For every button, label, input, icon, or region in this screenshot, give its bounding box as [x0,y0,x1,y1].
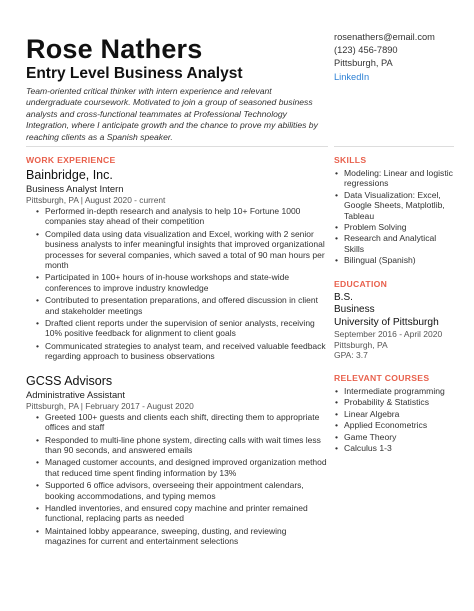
role-title: Business Analyst Intern [26,183,124,194]
list-item: • Data Visualization: Excel, Google Sheets, Matplotlib, Tableau [344,190,454,221]
list-item: • Responded to multi-line phone system, directing calls with wait times less than 90 seconds, and answered emails [45,435,328,456]
education-section [334,279,454,361]
candidate-name: Rose Nathers [26,34,203,64]
divider [26,146,328,147]
job-entry [26,374,328,547]
skills-section [334,155,454,266]
list-item: • Bilingual (Spanish) [344,255,454,265]
job-bullets [26,206,328,362]
skills-list [334,168,454,266]
list-item: • Handled inventories, and ensured copy machine and printer remained functional, replacing parts as needed [45,503,328,524]
list-item: • Supported 6 office advisors, overseeing their appointment calendars, booking accommodations, and typing memos [45,480,328,501]
section-heading: SKILLS [334,155,367,165]
courses-list [334,386,454,453]
divider [334,146,454,147]
education-dates: September 2016 - April 2020 [334,329,443,340]
gpa: GPA: 3.7 [334,350,368,361]
contact-location: Pittsburgh, PA [334,58,393,69]
job-entry [26,168,328,362]
contact-email: rosenathers@email.com [334,32,435,42]
contact-phone: (123) 456-7890 [334,45,398,56]
major: Business [334,304,375,316]
role-title: Administrative Assistant [26,388,125,400]
job-title: Entry Level Business Analyst [26,65,243,82]
job-meta: Pittsburgh, PA | August 2020 - current [26,195,166,205]
list-item: • Applied Econometrics [344,420,454,430]
job-meta: Pittsburgh, PA | February 2017 - August 2020 [26,400,194,411]
job-bullets [26,412,328,547]
list-item: • Maintained lobby appearance, sweeping, dusting, and reviewing magazines for current and entertainment selections [45,526,328,547]
linkedin-link[interactable]: LinkedIn [334,71,370,82]
company-name: Bainbridge, Inc. [26,168,113,182]
summary: Team-oriented critical thinker with intern experience and relevant undergraduate coursework. Motivated to join a group of seasoned business analysts and cross-functional teammates at Professional Technology Integration, where I anticipate growth and the chance to prove my abilities by reaching clients as a Spanish speaker. [26,86,318,142]
company-name: GCSS Advisors [26,373,113,388]
list-item: • Participated in 100+ hours of in-house workshops and state-wide conferences to improve industry knowledge [45,272,328,293]
contact-block [334,31,435,84]
section-heading: RELEVANT COURSES [334,372,430,383]
list-item: • Managed customer accounts, and designed improved organization method that reduced time spent finding information by 13% [45,457,328,478]
list-item: • Modeling: Linear and logistic regressions [344,168,454,189]
list-item: • Compiled data using data visualization and Excel, working with 2 senior business analysts to infer meaningful insights that improved organizational processes for several companies, which saved a total of 90 man hours per month [45,229,328,271]
list-item: • Problem Solving [344,222,454,232]
list-item: • Linear Algebra [344,409,454,419]
school-name: University of Pittsburgh [334,316,439,328]
list-item: • Greeted 100+ guests and clients each shift, directing them to appropriate offices and staff [45,412,328,433]
list-item: • Drafted client reports under the supervision of senior analysts, receiving 10% positive feedback for alignment to client goals [45,318,328,339]
list-item: • Probability & Statistics [344,397,454,407]
list-item: • Research and Analytical Skills [344,233,454,254]
list-item: • Intermediate programming [344,386,454,396]
section-heading: EDUCATION [334,278,388,289]
list-item: • Contributed to presentation preparations, and offered discussion in client and stakeholder meetings [45,295,328,316]
list-item: • Communicated strategies to analyst team, and received valuable feedback regarding approach to business observations [45,341,328,362]
list-item: • Game Theory [344,432,454,442]
education-location: Pittsburgh, PA [334,339,388,350]
courses-section [334,373,454,453]
list-item: • Performed in-depth research and analysis to help 10+ Fortune 1000 companies stay ahead of their competition [45,206,328,227]
section-heading: WORK EXPERIENCE [26,155,116,165]
degree: B.S. [334,291,353,303]
sidebar-column [334,155,454,454]
list-item: • Calculus 1-3 [344,443,454,453]
work-experience-section [26,155,328,549]
